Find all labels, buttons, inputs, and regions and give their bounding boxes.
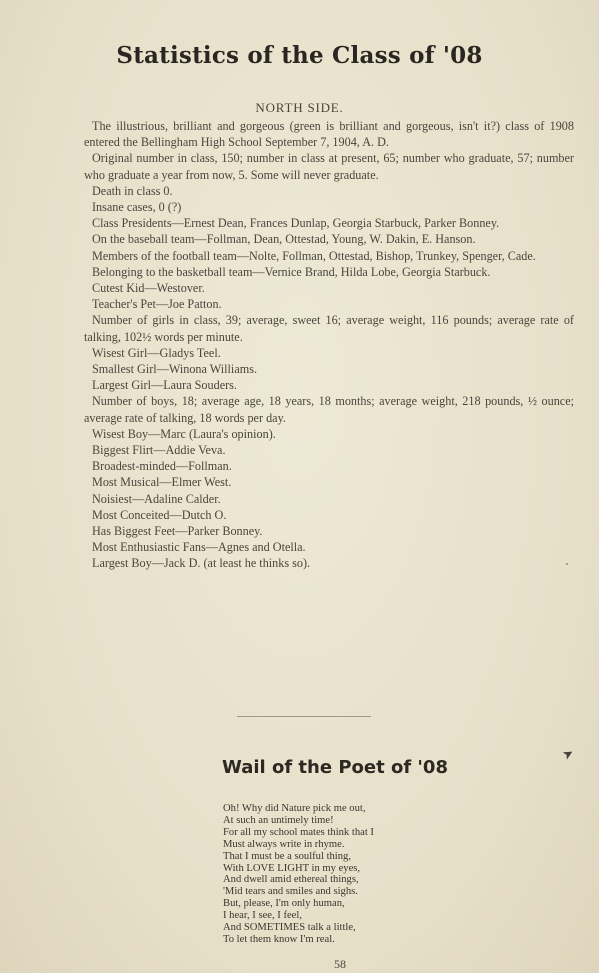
poem-line: With LOVE LIGHT in my eyes,: [223, 862, 361, 874]
paragraph: Most Enthusiastic Fans—Agnes and Otella.: [92, 540, 306, 555]
poem-line: At such an untimely time!: [223, 814, 334, 826]
poem-line: And dwell amid ethereal things,: [223, 874, 359, 886]
paragraph: On the baseball team—Follman, Dean, Ottestad, Young, W. Dakin, E. Hanson.: [92, 232, 476, 247]
paragraph: Death in class 0.: [92, 183, 173, 198]
section-heading: NORTH SIDE.: [255, 100, 344, 115]
poem-line: 'Mid tears and smiles and sighs.: [223, 886, 358, 898]
paragraph: Wisest Boy—Marc (Laura's opinion).: [92, 426, 276, 441]
section-divider: [237, 716, 371, 717]
paragraph: Most Musical—Elmer West.: [92, 475, 232, 490]
paragraph: Original number in class, 150; number in class at present, 65; number who graduate, 57; number who graduate a year from now, 5. Some will never graduate.: [84, 151, 574, 182]
poem-title: Wail of the Poet of '08: [222, 757, 448, 778]
paragraph: Noisiest—Adaline Calder.: [92, 491, 221, 506]
paragraph: Number of boys, 18; average age, 18 years, 18 months; average weight, 218 pounds, ½ ounce; average rate of talking, 18 words per day.: [84, 394, 574, 425]
paragraph: Number of girls in class, 39; average, sweet 16; average weight, 116 pounds; average rate of talking, 102½ words per minute.: [84, 313, 574, 344]
paragraph: Cutest Kid—Westover.: [92, 281, 205, 296]
paragraph: Largest Girl—Laura Souders.: [92, 378, 237, 393]
paragraph: Biggest Flirt—Addie Veva.: [92, 443, 226, 458]
poem-body: [223, 803, 483, 946]
paragraph: Members of the football team—Nolte, Follman, Ottestad, Bishop, Trunkey, Spenger, Cade.: [92, 248, 536, 263]
paragraph: Insane cases, 0 (?): [92, 200, 182, 215]
paragraph: Teacher's Pet—Joe Patton.: [92, 297, 222, 312]
ink-speck: [566, 563, 568, 565]
page-title: Statistics of the Class of '08: [116, 42, 483, 69]
paragraph: Has Biggest Feet—Parker Bonney.: [92, 524, 263, 539]
pencil-mark-icon: ➤: [559, 745, 577, 764]
poem-line: For all my school mates think that I: [223, 826, 374, 838]
paragraph: Smallest Girl—Winona Williams.: [92, 362, 258, 377]
paragraph: Broadest-minded—Follman.: [92, 459, 232, 474]
paragraph: Wisest Girl—Gladys Teel.: [92, 345, 221, 360]
statistics-body: [84, 118, 574, 572]
poem-line: That I must be a soulful thing,: [223, 850, 351, 862]
paragraph: Class Presidents—Ernest Dean, Frances Dunlap, Georgia Starbuck, Parker Bonney.: [92, 216, 500, 231]
poem-line: Oh! Why did Nature pick me out,: [223, 803, 366, 814]
page-number: 58: [334, 957, 346, 971]
paragraph: Belonging to the basketball team—Vernice Brand, Hilda Lobe, Georgia Starbuck.: [92, 264, 491, 279]
paragraph: Most Conceited—Dutch O.: [92, 507, 227, 522]
poem-line: I hear, I see, I feel,: [223, 910, 302, 922]
poem-line: And SOMETIMES talk a little,: [223, 922, 356, 934]
poem-line: To let them know I'm real.: [223, 933, 335, 945]
paragraph: The illustrious, brilliant and gorgeous (green is brilliant and gorgeous, isn't it?) class of 1908 entered the Bellingham High School September 7, 1904, A. D.: [84, 119, 574, 150]
poem-line: But, please, I'm only human,: [223, 898, 345, 910]
paragraph: Largest Boy—Jack D. (at least he thinks so).: [92, 556, 311, 571]
poem-line: Must always write in rhyme.: [223, 838, 345, 850]
